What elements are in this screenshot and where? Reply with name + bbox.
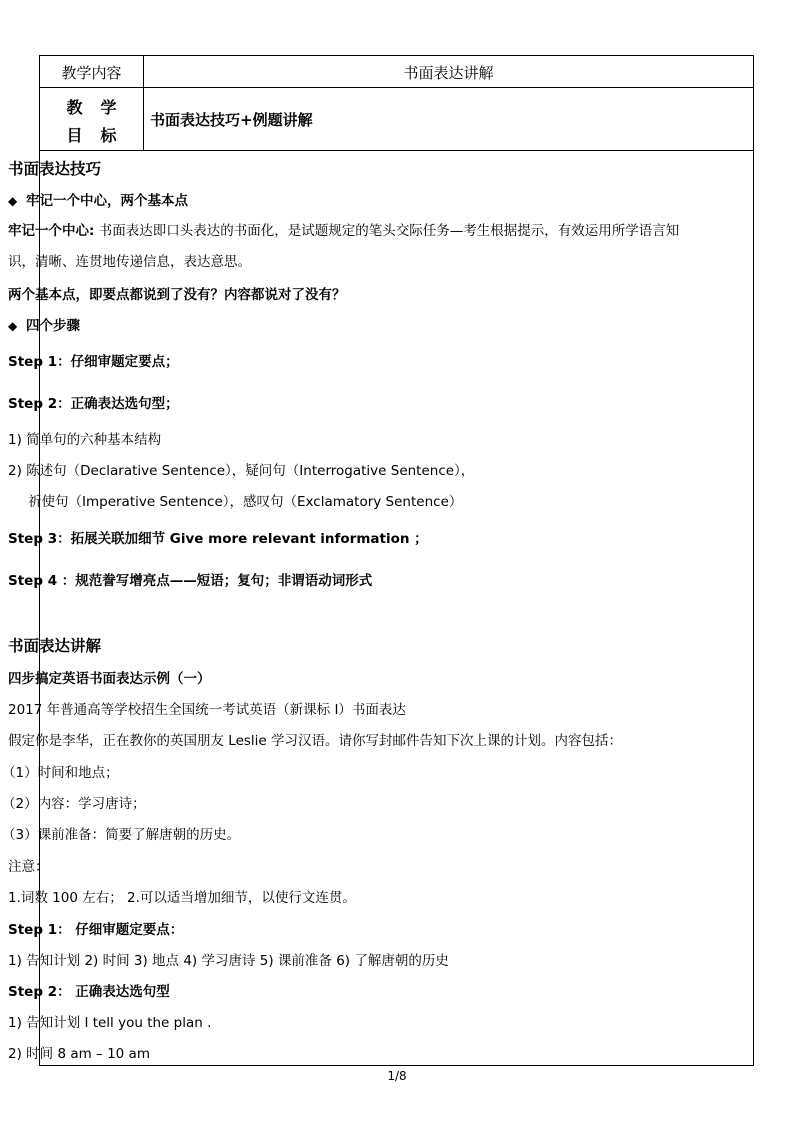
step2: Step 2：正确表达选句型； [8,396,179,412]
bullet1: ◆ 牢记一个中心，两个基本点 [8,193,188,209]
row-teaching-content [40,56,753,88]
content-value: 书面表达讲解 [403,64,494,82]
cell-goal-value [144,87,753,150]
bullet2: ◆ 四个步骤 [8,318,80,334]
page-number: 1/8 [387,1069,407,1083]
diamond-icon: ◆ [8,194,18,208]
ex-step1: Step 1： 仔细审题定要点： [8,922,184,938]
goal-label-line2: 目标 [66,126,135,145]
ex-step2-1: 1) 告知计划 I tell you the plan . [8,1015,212,1031]
center-line2: 识，清晰、连贯地传递信息，表达意思。 [8,254,251,270]
cell-content-value [144,56,753,87]
cell-goal-label [40,87,144,150]
example-title: 四步搞定英语书面表达示例（一） [8,671,211,687]
prompt-line: 假定你是李华，正在教你的英国朋友 Leslie 学习汉语。请你写封邮件告知下次上课的计划。内容包括： [8,733,623,749]
step2-item2b: 祈使句（Imperative Sentence），感叹句（Exclamatory Sentence） [28,494,463,510]
cell-content-label [40,56,144,87]
ex-step1-points: 1) 告知计划 2) 时间 3) 地点 4) 学习唐诗 5) 课前准备 6) 了解唐朝的历史 [8,953,449,969]
section2-title: 书面表达讲解 [8,637,102,655]
exam-line: 2017 年普通高等学校招生全国统一考试英语（新课标 I）书面表达 [8,702,406,718]
req2: （2）内容：学习唐诗； [2,796,146,812]
req1: （1）时间和地点； [2,765,119,781]
step1: Step 1：仔细审题定要点； [8,354,179,370]
step2-item2: 2) 陈述句（Declarative Sentence），疑问句（Interrogative Sentence）， [8,463,475,479]
section1-title: 书面表达技巧 [8,160,102,178]
content-label: 教学内容 [61,64,122,82]
goal-value: 书面表达技巧+例题讲解 [150,111,313,129]
center-line1: 牢记一个中心: 书面表达即口头表达的书面化，是试题规定的笔头交际任务—考生根据提示，有效运用所学语言知 [8,223,680,239]
note-text: 1.词数 100 左右； 2.可以适当增加细节，以使行文连贯。 [8,890,356,906]
note-label: 注意： [8,859,49,875]
goal-label-line1: 教学 [66,98,135,117]
req3: （3）课前准备：简要了解唐朝的历史。 [2,827,241,843]
step2-item1: 1) 简单句的六种基本结构 [8,432,162,448]
row-teaching-goal [40,87,753,151]
step3: Step 3：拓展关联加细节 Give more relevant information ； [8,531,428,547]
center-label: 牢记一个中心: [8,223,95,239]
diamond-icon: ◆ [8,319,18,333]
ex-step2: Step 2： 正确表达选句型 [8,984,170,1000]
ex-step2-2: 2) 时间 8 am – 10 am [8,1046,150,1062]
two-points: 两个基本点，即要点都说到了没有？内容都说对了没有？ [8,287,346,303]
step4: Step 4 ：规范誊写增亮点——短语；复句；非谓语动词形式 [8,573,373,589]
